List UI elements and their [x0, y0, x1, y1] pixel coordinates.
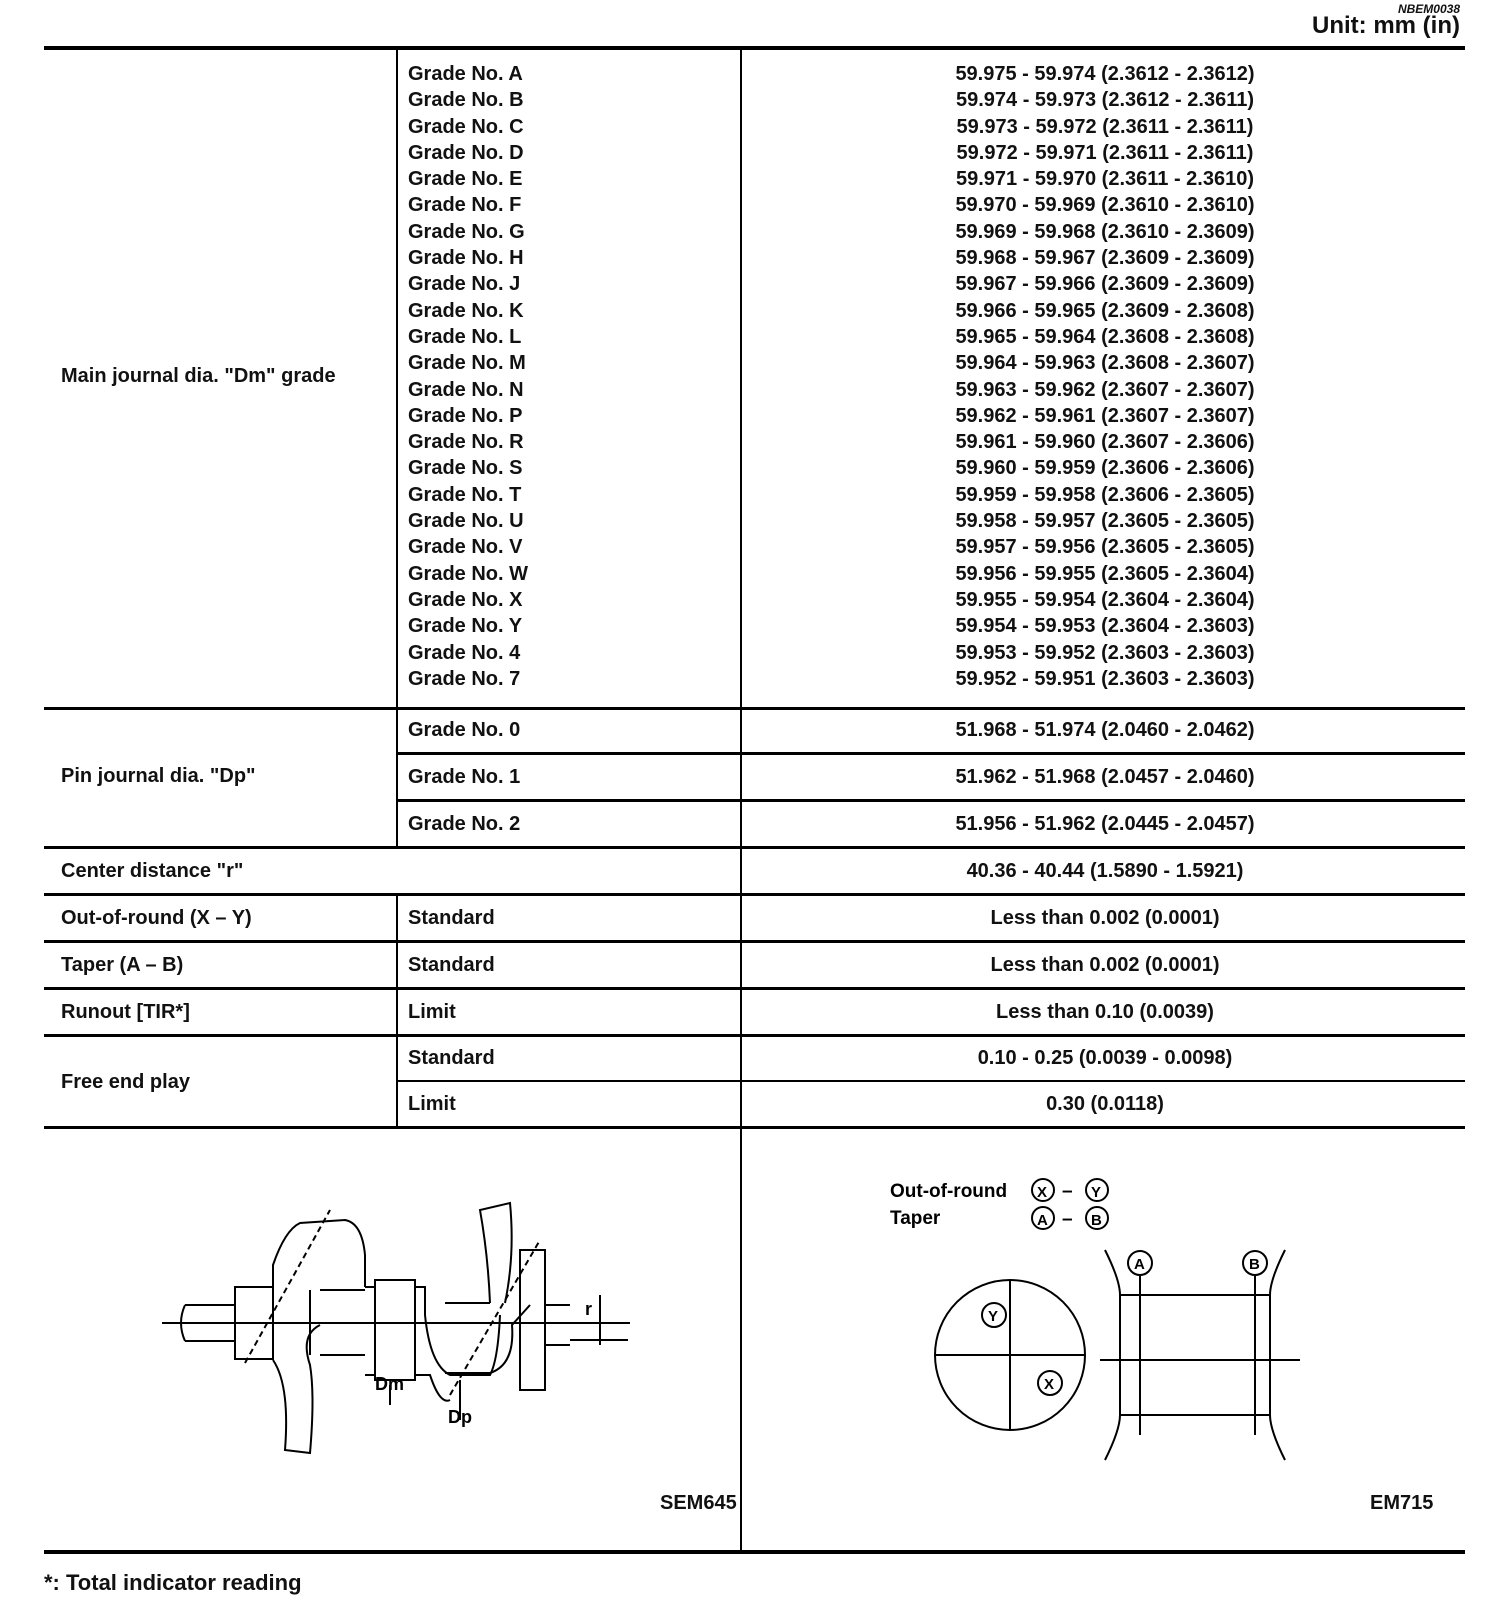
grade-row: Grade No. W [408, 562, 529, 585]
grade-row: Grade No. B [408, 89, 524, 112]
y-marker: Y [988, 1308, 999, 1325]
grade-row: Grade No. T [408, 483, 522, 506]
pin-grade-1: Grade No. 1 [408, 766, 521, 788]
rule-endplay-mid [397, 1080, 1465, 1082]
pin-value-1: 51.962 - 51.968 (2.0457 - 2.0460) [955, 766, 1255, 788]
rule-table-bottom [44, 1126, 1465, 1129]
grade-row: Grade No. U [408, 510, 524, 533]
grade-row: Grade No. M [408, 352, 526, 375]
document-code: NBEM0038 [1397, 2, 1460, 16]
taper-value: Less than 0.002 (0.0001) [990, 954, 1220, 976]
value-row: 59.960 - 59.959 (2.3606 - 2.3606) [955, 457, 1255, 480]
grade-row: Grade No. K [408, 299, 524, 322]
x-legend: X [1037, 1184, 1048, 1201]
b-legend: B [1091, 1212, 1102, 1229]
value-row: 59.963 - 59.962 (2.3607 - 2.3607) [955, 378, 1255, 401]
value-row: 59.970 - 59.969 (2.3610 - 2.3610) [955, 194, 1255, 217]
value-row: 59.962 - 59.961 (2.3607 - 2.3607) [955, 404, 1255, 427]
y-legend: Y [1091, 1184, 1102, 1201]
free-end-play-standard-value: 0.10 - 0.25 (0.0039 - 0.0098) [977, 1047, 1233, 1069]
value-row: 59.957 - 59.956 (2.3605 - 2.3605) [955, 536, 1255, 559]
free-end-play-limit-type: Limit [408, 1093, 456, 1115]
col-divider-1-main [396, 50, 398, 847]
grade-row: Grade No. A [408, 63, 523, 85]
taper-dash: – [1062, 1209, 1073, 1230]
taper-label: Taper (A – B) [61, 954, 184, 976]
unit-label: Unit: mm (in) [1312, 12, 1460, 39]
rule-taper-bottom [44, 987, 1465, 990]
rule-pin-2 [397, 799, 1465, 802]
value-row: 59.975 - 59.974 (2.3612 - 2.3612) [955, 63, 1255, 85]
value-row: 59.961 - 59.960 (2.3607 - 2.3606) [955, 431, 1255, 454]
value-row: 59.965 - 59.964 (2.3608 - 2.3608) [955, 325, 1255, 348]
value-row: 59.973 - 59.972 (2.3611 - 2.3611) [956, 115, 1254, 138]
runout-type: Limit [408, 1001, 456, 1023]
taper-type: Standard [408, 954, 495, 976]
grade-row: Grade No. Y [408, 615, 523, 638]
grade-row: Grade No. N [408, 378, 524, 401]
grade-row: Grade No. J [408, 273, 521, 296]
out-of-round-type: Standard [408, 907, 495, 929]
oor-legend-label: Out-of-round [890, 1181, 1008, 1202]
dp-label: Dp [448, 1407, 472, 1427]
value-row: 59.958 - 59.957 (2.3605 - 2.3605) [955, 510, 1255, 533]
center-distance-label: Center distance "r" [61, 860, 244, 882]
runout-label: Runout [TIR*] [61, 1001, 190, 1023]
out-of-round-label: Out-of-round (X – Y) [61, 907, 252, 929]
rule-pin-bottom [44, 846, 1465, 849]
pin-value-0: 51.968 - 51.974 (2.0460 - 2.0462) [955, 719, 1255, 741]
col-divider-1-lower [396, 895, 398, 1127]
value-row: 59.955 - 59.954 (2.3604 - 2.3604) [955, 588, 1255, 611]
value-row: 59.956 - 59.955 (2.3605 - 2.3604) [955, 562, 1255, 585]
dm-label: Dm [375, 1374, 405, 1394]
grade-row: Grade No. 4 [408, 641, 521, 664]
main-journal-label: Main journal dia. "Dm" grade [61, 365, 336, 387]
grade-row: Grade No. X [408, 588, 523, 611]
grade-row: Grade No. E [408, 168, 523, 191]
value-row: 59.966 - 59.965 (2.3609 - 2.3608) [955, 299, 1255, 322]
pin-grade-0: Grade No. 0 [408, 719, 521, 741]
grade-row: Grade No. R [408, 431, 524, 454]
grade-row: Grade No. D [408, 141, 524, 164]
grade-row: Grade No. V [408, 536, 523, 559]
pin-journal-label: Pin journal dia. "Dp" [61, 765, 256, 787]
pin-value-2: 51.956 - 51.962 (2.0445 - 2.0457) [955, 813, 1255, 835]
a-marker: A [1134, 1256, 1145, 1273]
grade-row: Grade No. C [408, 115, 524, 138]
value-row: 59.964 - 59.963 (2.3608 - 2.3607) [955, 352, 1255, 375]
a-legend: A [1037, 1212, 1048, 1229]
grade-row: Grade No. 7 [408, 667, 521, 690]
value-row: 59.969 - 59.968 (2.3610 - 2.3609) [955, 220, 1255, 243]
grade-row: Grade No. L [408, 325, 522, 348]
footnote: *: Total indicator reading [44, 1570, 302, 1595]
rule-main-bottom [44, 707, 1465, 710]
crankshaft-diagram [150, 1195, 670, 1465]
col-divider-2 [740, 50, 742, 1552]
value-row: 59.968 - 59.967 (2.3609 - 2.3609) [955, 247, 1255, 270]
rule-oor-bottom [44, 940, 1465, 943]
free-end-play-label: Free end play [61, 1071, 190, 1093]
value-row: 59.953 - 59.952 (2.3603 - 2.3603) [955, 641, 1255, 664]
oor-dash: – [1062, 1181, 1073, 1202]
free-end-play-standard-type: Standard [408, 1047, 495, 1069]
rule-pin-1 [397, 752, 1465, 755]
journal-measurement-diagram [870, 1170, 1310, 1470]
figure-code-right: EM715 [1370, 1492, 1434, 1514]
value-row: 59.974 - 59.973 (2.3612 - 2.3611) [955, 89, 1254, 112]
grade-row: Grade No. H [408, 247, 524, 270]
main-journal-values [745, 61, 1465, 692]
grade-row: Grade No. P [408, 404, 523, 427]
grade-row: Grade No. G [408, 220, 525, 243]
figure-code-left: SEM645 [660, 1492, 737, 1514]
pin-grade-2: Grade No. 2 [408, 813, 521, 835]
rule-figure-bottom [44, 1550, 1465, 1554]
out-of-round-value: Less than 0.002 (0.0001) [990, 907, 1220, 929]
value-row: 59.959 - 59.958 (2.3606 - 2.3605) [955, 483, 1255, 506]
center-distance-value: 40.36 - 40.44 (1.5890 - 1.5921) [966, 860, 1244, 882]
value-row: 59.967 - 59.966 (2.3609 - 2.3609) [955, 273, 1255, 296]
grade-row: Grade No. S [408, 457, 523, 480]
b-marker: B [1249, 1256, 1260, 1273]
value-row: 59.972 - 59.971 (2.3611 - 2.3611) [956, 141, 1254, 164]
taper-legend-label: Taper [890, 1208, 941, 1229]
free-end-play-limit-value: 0.30 (0.0118) [1046, 1093, 1164, 1115]
value-row: 59.952 - 59.951 (2.3603 - 2.3603) [955, 667, 1255, 690]
main-journal-grades [408, 61, 528, 692]
runout-value: Less than 0.10 (0.0039) [996, 1001, 1214, 1023]
rule-runout-bottom [44, 1034, 1465, 1037]
value-row: 59.971 - 59.970 (2.3611 - 2.3610) [955, 168, 1254, 191]
rule-center-bottom [44, 893, 1465, 896]
value-row: 59.954 - 59.953 (2.3604 - 2.3603) [955, 615, 1255, 638]
grade-row: Grade No. F [408, 194, 522, 217]
rule-top [44, 46, 1465, 50]
r-label: r [585, 1299, 593, 1319]
x-marker: X [1044, 1376, 1055, 1393]
